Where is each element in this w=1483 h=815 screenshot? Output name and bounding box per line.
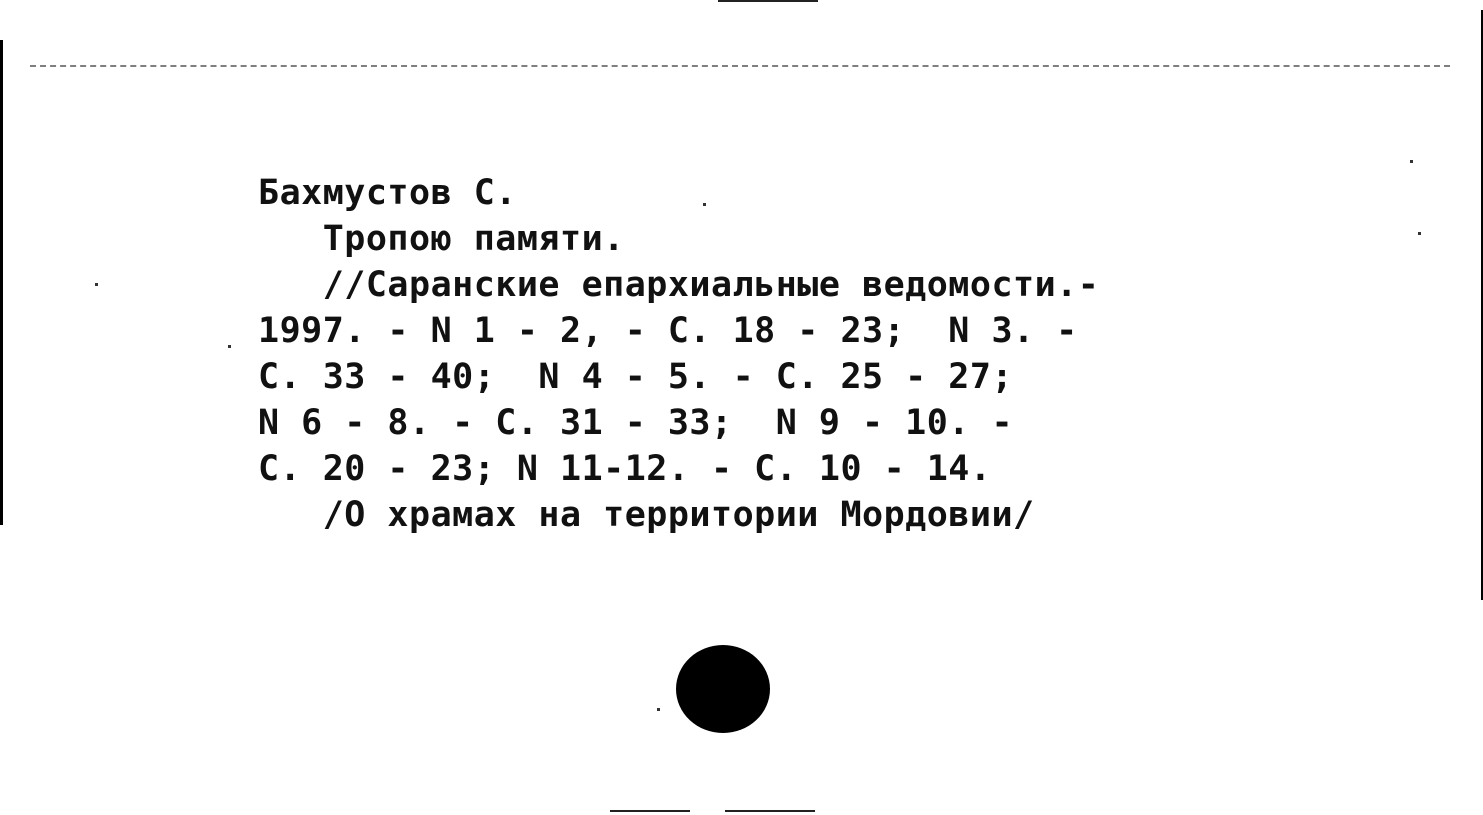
source-line: //Саранские епархиальные ведомости.- <box>258 265 1100 305</box>
card-ruled-line <box>30 65 1450 67</box>
author-line: Бахмустов С. <box>258 173 517 213</box>
punch-hole <box>676 645 770 733</box>
scan-speck <box>657 708 660 711</box>
scan-artifact-bottom-1 <box>610 810 690 812</box>
scan-artifact-top <box>718 0 818 2</box>
issues-line-4: С. 20 - 23; N 11-12. - С. 10 - 14. <box>258 449 992 489</box>
issues-line-3: N 6 - 8. - С. 31 - 33; N 9 - 10. - <box>258 403 1014 443</box>
scan-speck <box>1418 232 1421 235</box>
scan-speck <box>228 345 231 348</box>
issues-line-2: С. 33 - 40; N 4 - 5. - С. 25 - 27; <box>258 357 1014 397</box>
scan-speck <box>95 283 98 286</box>
scan-edge-left <box>0 40 3 525</box>
annotation-line: /О храмах на территории Мордовии/ <box>258 495 1035 535</box>
scan-speck <box>1410 160 1413 163</box>
bibliographic-entry <box>258 170 1099 538</box>
issues-line-1: 1997. - N 1 - 2, - С. 18 - 23; N 3. - <box>258 311 1078 351</box>
title-line: Тропою памяти. <box>258 219 625 259</box>
scan-artifact-bottom-2 <box>725 810 815 812</box>
